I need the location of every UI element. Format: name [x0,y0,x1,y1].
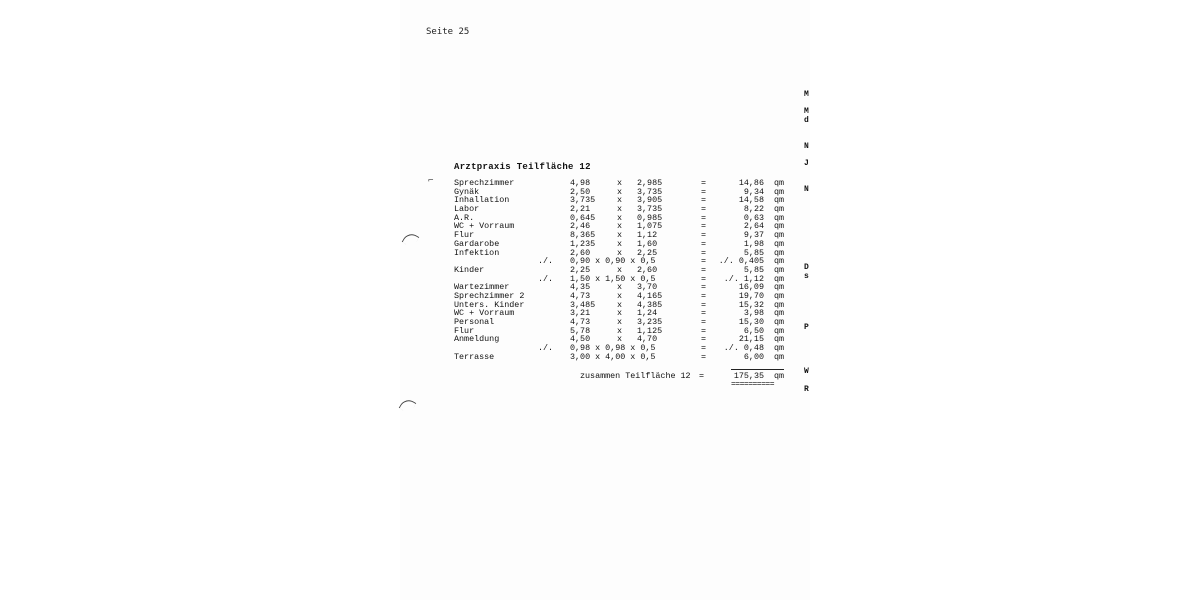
width-value: 1,24 [637,308,658,319]
times-sign: x [617,186,623,197]
room-name: Flur [454,230,475,241]
width-value: 1,12 [637,230,658,241]
table-row [0,240,1200,249]
width-value: 1,60 [637,238,658,249]
unit-label: qm [774,221,785,232]
length-value: 4,73 [570,290,591,301]
width-value: 0,985 [637,212,663,223]
room-name: Flur [454,325,475,336]
total-unit: qm [774,371,785,381]
width-value: 4,385 [637,299,663,310]
length-value: 1,235 [570,238,596,249]
length-value: 2,60 [570,247,591,258]
times-sign: x [617,178,623,188]
area-result: ./. 0,405 [718,256,764,267]
times-sign: x [617,317,623,327]
unit-label: qm [774,351,785,362]
table-row [0,257,1200,266]
width-value: 3,735 [637,186,663,197]
equals-sign: = [701,204,707,215]
margin-letter: D [804,263,809,272]
room-name: Sprechzimmer 2 [454,290,525,301]
width-value: 3,905 [637,195,663,206]
table-row [0,188,1200,197]
length-value: 3,485 [570,299,596,310]
length-value: 2,46 [570,221,591,232]
area-result: 2,64 [743,221,764,232]
room-name: Gynäk [454,186,480,197]
length-value: 2,50 [570,186,591,197]
margin-letter: R [804,385,809,394]
times-sign: x [617,282,623,293]
area-result: 0,63 [743,212,764,223]
unit-label: qm [774,282,785,293]
room-name: Labor [454,204,480,215]
times-sign: x [617,325,623,336]
area-result: 1,98 [743,238,764,249]
area-result: ./. 1,12 [723,273,764,284]
unit-label: qm [774,290,785,301]
room-name: A.R. [454,212,475,223]
times-sign: x [617,204,623,215]
equals-sign: = [701,256,707,267]
area-result: 19,70 [738,290,764,301]
unit-label: qm [774,230,785,241]
equals-sign: = [701,195,707,206]
equals-sign: = [701,299,707,310]
unit-label: qm [774,299,785,310]
equals-sign: = [701,343,707,354]
area-result: 14,86 [738,178,764,188]
equals-sign: = [701,186,707,197]
area-result: ./. 0,48 [723,343,764,354]
area-result: 5,85 [743,264,764,275]
area-result: 14,58 [738,195,764,206]
scan-mark: ⌐ [428,176,434,186]
room-name: WC + Vorraum [454,221,515,232]
page-number: Seite 25 [426,27,470,37]
room-name: Terrasse [454,351,495,362]
area-result: 21,15 [738,334,764,345]
total-value: 175,35 [733,371,764,381]
times-sign: x [617,334,623,345]
equals-sign: = [701,221,707,232]
room-name: WC + Vorraum [454,308,515,319]
deduction-prefix: ./. [538,343,554,354]
width-value: 3,235 [637,317,663,327]
margin-letter: J [804,159,809,168]
total-equals: = [699,371,705,381]
width-value: 3,70 [637,282,658,293]
total-row [0,371,1200,381]
times-sign: x [617,247,623,258]
table-row [0,283,1200,292]
unit-label: qm [774,317,785,327]
equals-sign: = [701,282,707,293]
times-sign: x [617,299,623,310]
table-row [0,327,1200,336]
table-row [0,318,1200,327]
length-value: 3,21 [570,308,591,319]
room-name: Unters. Kinder [454,299,525,310]
width-value: 2,985 [637,178,663,188]
unit-label: qm [774,264,785,275]
table-row [0,301,1200,310]
unit-label: qm [774,186,785,197]
times-sign: x [617,221,623,232]
width-value: 1,125 [637,325,663,336]
table-row [0,205,1200,214]
unit-label: qm [774,212,785,223]
length-value: 4,35 [570,282,591,293]
equals-sign: = [701,178,707,188]
equals-sign: = [701,212,707,223]
equals-sign: = [701,351,707,362]
equals-sign: = [701,308,707,319]
equals-sign: = [701,317,707,327]
table-row [0,353,1200,362]
equals-sign: = [701,247,707,258]
calc-expression: 1,50 x 1,50 x 0,5 [570,273,656,284]
times-sign: x [617,195,623,206]
area-result: 15,32 [738,299,764,310]
area-result: 9,37 [743,230,764,241]
area-result: 6,50 [743,325,764,336]
width-value: 3,735 [637,204,663,215]
margin-letter: M [804,107,809,116]
sum-line [731,369,784,370]
length-value: 2,21 [570,204,591,215]
margin-letter: M [804,90,809,99]
margin-letter: W [804,367,809,376]
width-value: 1,075 [637,221,663,232]
area-table [0,179,1200,361]
area-result: 3,98 [743,308,764,319]
unit-label: qm [774,334,785,345]
equals-sign: = [701,334,707,345]
total-label: zusammen Teilfläche 12 [580,371,691,381]
table-row [0,179,1200,188]
room-name: Personal [454,317,495,327]
room-name: Sprechzimmer [454,178,515,188]
times-sign: x [617,230,623,241]
margin-letter: s [804,272,809,281]
length-value: 3,735 [570,195,596,206]
table-row [0,275,1200,284]
margin-letter: P [804,323,809,332]
equals-sign: = [701,238,707,249]
room-name: Inhallation [454,195,510,206]
room-name: Anmeldung [454,334,500,345]
area-result: 5,85 [743,247,764,258]
table-row [0,196,1200,205]
equals-sign: = [701,264,707,275]
margin-letter: d [804,116,809,125]
unit-label: qm [774,308,785,319]
equals-sign: = [701,273,707,284]
room-name: Gardarobe [454,238,500,249]
room-name: Infektion [454,247,500,258]
unit-label: qm [774,256,785,267]
unit-label: qm [774,204,785,215]
unit-label: qm [774,325,785,336]
room-name: Kinder [454,264,485,275]
double-underline: ========== [731,380,775,389]
unit-label: qm [774,273,785,284]
area-result: 6,00 [743,351,764,362]
table-row [0,309,1200,318]
times-sign: x [617,212,623,223]
equals-sign: = [701,325,707,336]
area-result: 16,09 [738,282,764,293]
unit-label: qm [774,343,785,354]
room-name: Wartezimmer [454,282,510,293]
width-value: 4,70 [637,334,658,345]
unit-label: qm [774,195,785,206]
deduction-prefix: ./. [538,256,554,267]
equals-sign: = [701,230,707,241]
length-value: 4,98 [570,178,591,188]
calc-expression: 3,00 x 4,00 x 0,5 [570,351,656,362]
times-sign: x [617,238,623,249]
unit-label: qm [774,238,785,249]
area-result: 15,30 [738,317,764,327]
table-row [0,292,1200,301]
table-row [0,231,1200,240]
unit-label: qm [774,247,785,258]
length-value: 4,50 [570,334,591,345]
times-sign: x [617,290,623,301]
calc-expression: 0,98 x 0,98 x 0,5 [570,343,656,354]
table-row [0,214,1200,223]
length-value: 0,645 [570,212,596,223]
equals-sign: = [701,290,707,301]
margin-letter: N [804,185,809,194]
length-value: 8,365 [570,230,596,241]
width-value: 2,25 [637,247,658,258]
area-result: 8,22 [743,204,764,215]
length-value: 5,78 [570,325,591,336]
width-value: 4,165 [637,290,663,301]
document-title: Arztpraxis Teilfläche 12 [454,162,591,172]
margin-letter: N [804,142,809,151]
length-value: 4,73 [570,317,591,327]
area-result: 9,34 [743,186,764,197]
unit-label: qm [774,178,785,188]
times-sign: x [617,264,623,275]
calc-expression: 0,90 x 0,90 x 0,5 [570,256,656,267]
table-row [0,222,1200,231]
times-sign: x [617,308,623,319]
width-value: 2,60 [637,264,658,275]
deduction-prefix: ./. [538,273,554,284]
length-value: 2,25 [570,264,591,275]
